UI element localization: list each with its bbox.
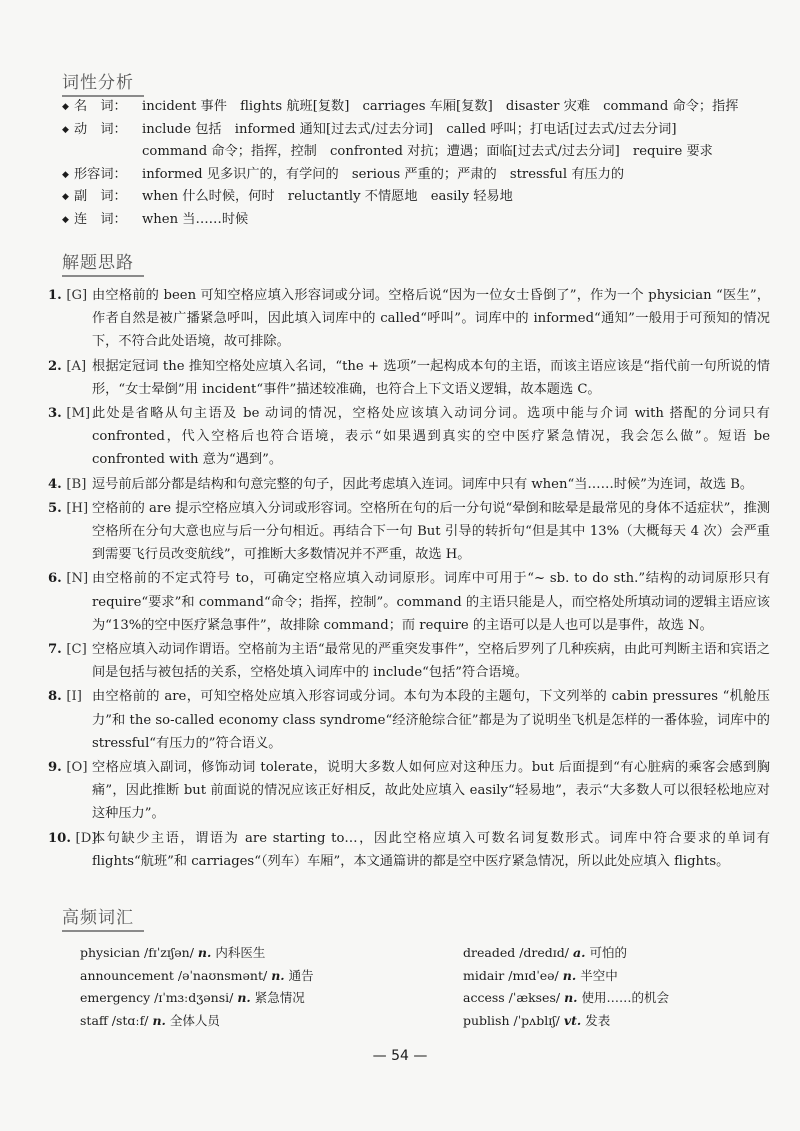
answer-letter: [G]	[66, 288, 88, 303]
vocab-meaning: 全体人员	[169, 1013, 220, 1029]
vocabulary-heading	[62, 903, 134, 928]
pos-analysis-heading	[62, 68, 134, 93]
vocab-pos: n.	[152, 1013, 166, 1029]
diamond-bullet-icon: ◆	[62, 124, 69, 135]
solution-text: 根据定冠词 the 推知空格处应填入名词，“the + 选项”一起构成本句的主语，而该主语应该是“指代前一句所说的情形，“女士晕倒”用 incident“事件”描述较准确，也符合上下文语义逻辑，故本题选 C。	[92, 358, 770, 397]
diamond-bullet-icon: ◆	[62, 214, 69, 225]
vocab-meaning: 使用……的机会	[581, 990, 670, 1006]
pos-row	[62, 164, 762, 187]
vocab-pos: n.	[197, 945, 212, 960]
pos-content-line: include 包括 informed 通知[过去式/过去分词] called 呼叫；打电话[过去式/过去分词]	[142, 121, 677, 137]
solution-item	[48, 685, 770, 755]
answer-letter: [C]	[66, 642, 87, 658]
vocab-word: physician	[80, 945, 141, 960]
vocab-phonetic: /ˈpʌblɪʃ/	[513, 1013, 560, 1029]
vocab-word: staff	[80, 1013, 108, 1029]
vocab-pos: a.	[573, 945, 586, 960]
pos-content-line: when 什么时候，何时 reluctantly 不情愿地 easily 轻易地	[142, 189, 513, 204]
vocab-entry	[463, 965, 669, 988]
solution-text: 此处是省略从句主语及 be 动词的情况，空格处应该填入动词分词。选项中能与介词 with 搭配的分词只有 confronted，代入空格后也符合语境，表示“如果遇到真实的空中医疗紧急情况，我会怎么做”。短语 be confronted with 意为“遇到”。	[92, 406, 770, 468]
vocab-meaning: 可怕的	[589, 945, 627, 960]
solution-text: 空格应填入动词作谓语。空格前为主语“最常见的严重突发事件”，空格后罗列了几种疾病，由此可判断主语和宾语之间是包括与被包括的关系，空格处填入词库中的 include“包括”符合语境。	[92, 642, 770, 681]
solution-item	[48, 638, 770, 684]
vocab-pos: n.	[562, 967, 577, 983]
pos-label: 形容词：	[74, 166, 127, 182]
pos-content-line: incident 事件 flights 航班[复数] carriages 车厢[复数] disaster 灾难 command 命令；指挥	[142, 99, 739, 114]
vocab-phonetic: /ɪˈmɜːdʒənsi/	[154, 990, 234, 1006]
vocab-pos: n.	[237, 990, 251, 1006]
solution-item	[48, 284, 770, 354]
vocab-entry	[80, 942, 314, 965]
solution-text: 由空格前的不定式符号 to，可确定空格应填入动词原形。词库中可用于“~ sb. to do sth.”结构的动词原形只有 require“要求”和 command“命令；指挥，控制”。command 的主语只能是人，而空格处所填动词的逻辑主语应该为“13%的空中医疗紧急事件”，故排除 command；而 require 的主语可以是人也可以是事件，故选 N。	[92, 571, 770, 633]
pos-content-line: informed 见多识广的，有学问的 serious 严重的；严肃的 stressful 有压力的	[142, 166, 625, 182]
vocab-entry	[80, 965, 314, 988]
vocab-meaning: 半空中	[580, 967, 618, 983]
solution-item	[48, 567, 770, 637]
pos-label: 名 词：	[74, 99, 127, 114]
vocab-word: midair	[463, 967, 505, 983]
question-number: 1.	[48, 288, 62, 303]
solution-number	[48, 355, 90, 378]
vocab-phonetic: /əˈnaʊnsmənt/	[177, 967, 268, 983]
diamond-bullet-icon: ◆	[62, 192, 69, 202]
vocabulary-column-left	[80, 942, 314, 1033]
question-number: 8.	[48, 689, 62, 705]
solution-text: 本句缺少主语，谓语为 are starting to…，因此空格应填入可数名词复数形式。词库中符合要求的单词有 flights“航班”和 carriages“（列车）车厢”，本文通篇讲的都是空中医疗紧急情况，所以此处应填入 flights。	[92, 830, 770, 869]
answer-letter: [O]	[66, 760, 88, 776]
answer-letter: [I]	[66, 689, 82, 705]
solution-number	[48, 497, 90, 520]
solution-text: 空格应填入副词，修饰动词 tolerate，说明大多数人如何应对这种压力。but 后面提到“有心脏病的乘客会感到胸痛”，因此推断 but 前面说的情况应该正好相反，故此处应填入 easily“轻易地”，表示“大多数人可以很轻松地应对这种压力”。	[92, 760, 770, 822]
solution-number	[48, 284, 90, 307]
vocab-phonetic: /dredɪd/	[519, 945, 570, 960]
solution-item	[48, 827, 770, 873]
pos-content-line: when 当……时候	[142, 211, 249, 227]
solution-number	[48, 567, 90, 590]
vocab-entry	[80, 987, 314, 1010]
pos-row	[62, 186, 762, 209]
vocab-word: publish	[463, 1013, 510, 1029]
solution-item	[48, 473, 770, 496]
vocabulary-heading-text: 高频词汇	[62, 908, 134, 928]
solution-number	[48, 638, 90, 661]
pos-row	[62, 96, 762, 119]
answer-letter: [B]	[66, 476, 87, 492]
vocab-pos: n.	[271, 967, 285, 983]
solution-number	[48, 685, 90, 708]
vocab-meaning: 通告	[288, 967, 314, 983]
heading-underline	[62, 930, 144, 932]
question-number: 9.	[48, 760, 62, 776]
question-number: 6.	[48, 571, 62, 587]
vocab-meaning: 内科医生	[215, 945, 266, 960]
question-number: 3.	[48, 406, 62, 422]
vocab-word: announcement	[80, 967, 174, 983]
vocabulary-column-right	[463, 942, 669, 1033]
solution-list	[48, 284, 770, 874]
question-number: 4.	[48, 476, 62, 492]
diamond-bullet-icon: ◆	[62, 102, 69, 112]
solution-text: 由空格前的 been 可知空格应填入形容词或分词。空格后说“因为一位女士昏倒了”，作为一个 physician “医生”，作者自然是被广播紧急呼叫，因此填入词库中的 called“呼叫”。词库中的 informed“通知”一般用于可预知的情况下，不符合此处语境，故可排除。	[92, 288, 770, 350]
pos-row	[62, 209, 762, 232]
pos-analysis-heading-text: 词性分析	[62, 73, 134, 93]
question-number: 7.	[48, 642, 62, 658]
solution-number	[48, 756, 90, 779]
vocab-entry	[80, 1010, 314, 1033]
pos-analysis-list	[62, 96, 762, 231]
vocab-entry	[463, 987, 669, 1010]
solution-number	[48, 827, 97, 850]
question-number: 5.	[48, 500, 62, 516]
pos-row	[62, 119, 762, 164]
solution-text: 空格前的 are 提示空格应填入分词或形容词。空格所在句的后一分句说“晕倒和眩晕是最常见的身体不适症状”，推测空格所在分句大意也应与后一分句相近。再结合下一句 But 引导的转折句“但是其中 13%（大概每天 4 次）会严重到需要飞行员改变航线”，可推断大多数情况并不严重，故选 H。	[92, 500, 770, 563]
vocab-phonetic: /ˈækses/	[508, 990, 561, 1006]
solution-text: 逗号前后部分都是结构和句意完整的句子，因此考虑填入连词。词库中只有 when“当……时候”为连词，故选 B。	[92, 476, 754, 492]
answer-letter: [H]	[66, 500, 89, 516]
answer-letter: [D]	[75, 830, 97, 846]
pos-label: 副 词：	[74, 189, 127, 204]
vocab-word: dreaded	[463, 945, 516, 960]
vocab-pos: n.	[564, 990, 578, 1006]
diamond-bullet-icon: ◆	[62, 169, 69, 180]
vocab-word: emergency	[80, 990, 151, 1006]
solution-item	[48, 756, 770, 826]
vocab-entry	[463, 942, 669, 965]
answer-letter: [M]	[66, 406, 91, 422]
vocab-phonetic: /mɪdˈeə/	[508, 967, 559, 983]
solution-item	[48, 355, 770, 401]
vocab-phonetic: /stɑːf/	[111, 1013, 149, 1029]
page-number: — 54 —	[372, 1048, 428, 1064]
vocab-pos: vt.	[563, 1013, 582, 1029]
answer-letter: [A]	[66, 358, 87, 374]
solution-item	[48, 497, 770, 567]
question-number: 10.	[48, 830, 71, 846]
question-number: 2.	[48, 358, 62, 374]
vocab-word: access	[463, 990, 505, 1006]
vocab-meaning: 发表	[585, 1013, 611, 1029]
pos-content-line: command 命令；指挥，控制 confronted 对抗；遭遇；面临[过去式/过去分词] require 要求	[142, 144, 713, 159]
pos-label: 动 词：	[74, 121, 127, 137]
pos-label: 连 词：	[74, 211, 127, 227]
solution-number	[48, 402, 90, 425]
solution-text: 由空格前的 are，可知空格处应填入形容词或分词。本句为本段的主题句，下文列举的 cabin pressures “机舱压力”和 the so-called economy class syndrome“经济舱综合征”都是为了说明坐飞机是怎样的一番体验，词库中的 stressful“有压力的”符合语义。	[92, 689, 770, 751]
solution-item	[48, 402, 770, 472]
solution-heading	[62, 248, 134, 273]
vocab-phonetic: /fɪˈzɪʃən/	[144, 945, 194, 960]
heading-underline	[62, 275, 144, 277]
solution-number	[48, 473, 90, 496]
answer-letter: [N]	[66, 571, 89, 587]
vocab-entry	[463, 1010, 669, 1033]
solution-heading-text: 解题思路	[62, 253, 134, 273]
vocab-meaning: 紧急情况	[254, 990, 305, 1006]
